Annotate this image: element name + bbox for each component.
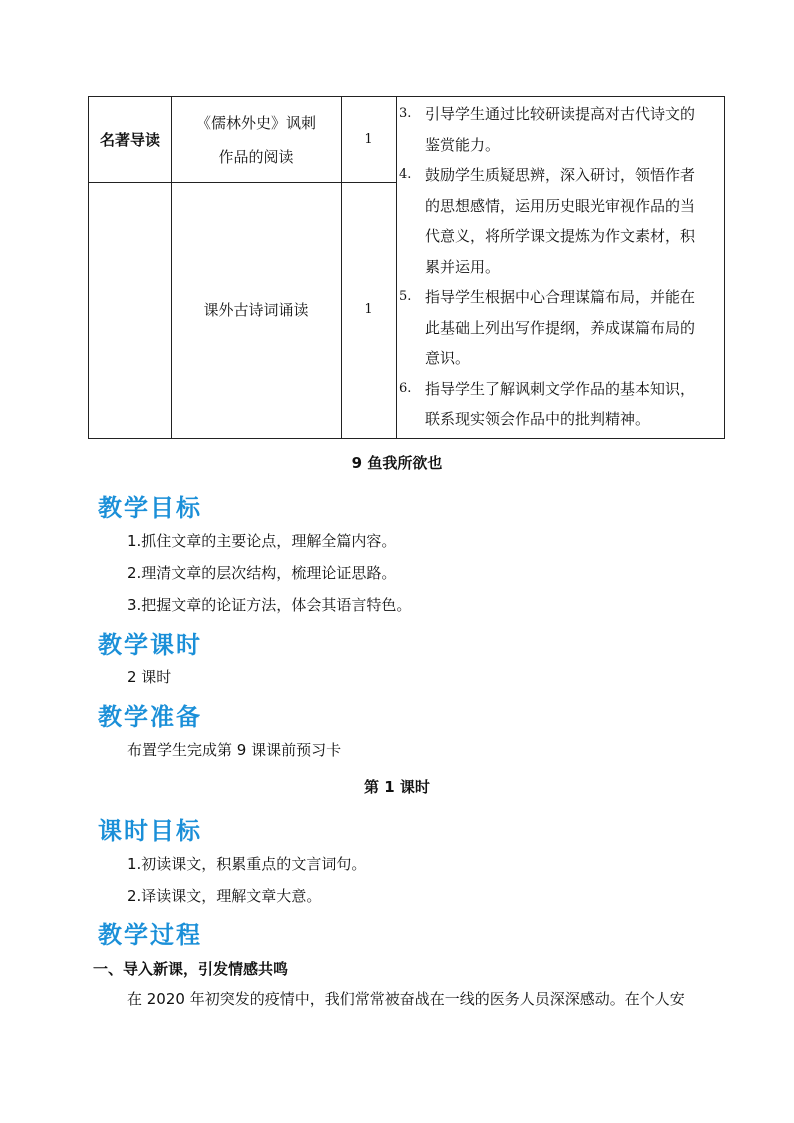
teaching-goal-item: 1.抓住文章的主要论点，理解全篇内容。 (127, 532, 397, 550)
goal-line: 的思想感情，运用历史眼光审视作品的当 (425, 196, 696, 215)
heading-teaching-prep: 教学准备 (98, 703, 202, 731)
goal-line: 指导学生根据中心合理谋篇布局，并能在 (425, 288, 696, 306)
goal-number: 4. (399, 167, 412, 182)
goal-line: 此基础上列出写作提纲，养成谋篇布局的 (425, 318, 696, 337)
goal-number: 3. (399, 106, 412, 121)
heading-teaching-hours: 教学课时 (98, 631, 202, 659)
teaching-goal-item: 3.把握文章的论证方法，体会其语言特色。 (127, 596, 412, 614)
goal-item (399, 374, 721, 435)
teaching-goal-item: 2.理清文章的层次结构，梳理论证思路。 (127, 564, 397, 582)
table-cell-hours: 1 (364, 131, 373, 147)
table-cell-hours: 1 (364, 302, 373, 317)
lesson-goal-item: 1.初读课文，积累重点的文言词句。 (127, 855, 367, 873)
lesson-goal-item: 2.译读课文，理解文章大意。 (127, 887, 322, 905)
goal-text (425, 374, 721, 435)
goal-number: 6. (399, 380, 412, 396)
table-divider (396, 97, 397, 438)
goal-number: 5. (399, 289, 412, 304)
teaching-prep-text: 布置学生完成第 9 课课前预习卡 (127, 741, 342, 759)
table-cell-category: 名著导读 (99, 130, 160, 149)
heading-teaching-process: 教学过程 (98, 921, 202, 949)
goal-line: 累并运用。 (425, 257, 501, 276)
goal-text (425, 282, 721, 374)
process-step-heading: 一、导入新课，引发情感共鸣 (93, 960, 289, 978)
title-line: 《儒林外史》讽刺 (195, 113, 316, 132)
heading-lesson-goals: 课时目标 (98, 817, 202, 845)
goal-line: 指导学生了解讽刺文学作品的基本知识， (425, 379, 696, 398)
goal-item (399, 99, 721, 160)
heading-teaching-goals: 教学目标 (98, 494, 202, 522)
table-cell-title: 课外古诗词诵读 (203, 301, 309, 319)
process-step-paragraph: 在 2020 年初突发的疫情中，我们常常被奋战在一线的医务人员深深感动。在个人安 (127, 990, 685, 1008)
goal-line: 引导学生通过比较研读提高对古代诗文的 (425, 105, 696, 123)
goal-item (399, 282, 721, 374)
goal-line: 鉴赏能力。 (425, 135, 501, 154)
table-cell-goals (399, 99, 721, 435)
goal-text (425, 160, 721, 282)
table-cell-title (171, 97, 341, 182)
goal-line: 鼓励学生质疑思辨，深入研讨，领悟作者 (425, 166, 696, 184)
goal-line: 联系现实领会作品中的批判精神。 (425, 410, 651, 428)
goal-line: 代意义，将所学课文提炼为作文素材，积 (425, 227, 696, 245)
teaching-hours-text: 2 课时 (127, 668, 172, 686)
goal-line: 意识。 (425, 349, 471, 367)
curriculum-table (88, 96, 725, 439)
goal-item (399, 160, 721, 282)
goal-text (425, 99, 721, 160)
lesson-period-title: 第 1 课时 (364, 778, 430, 796)
lesson-title: 9 鱼我所欲也 (351, 454, 443, 472)
title-line: 作品的阅读 (218, 147, 294, 166)
